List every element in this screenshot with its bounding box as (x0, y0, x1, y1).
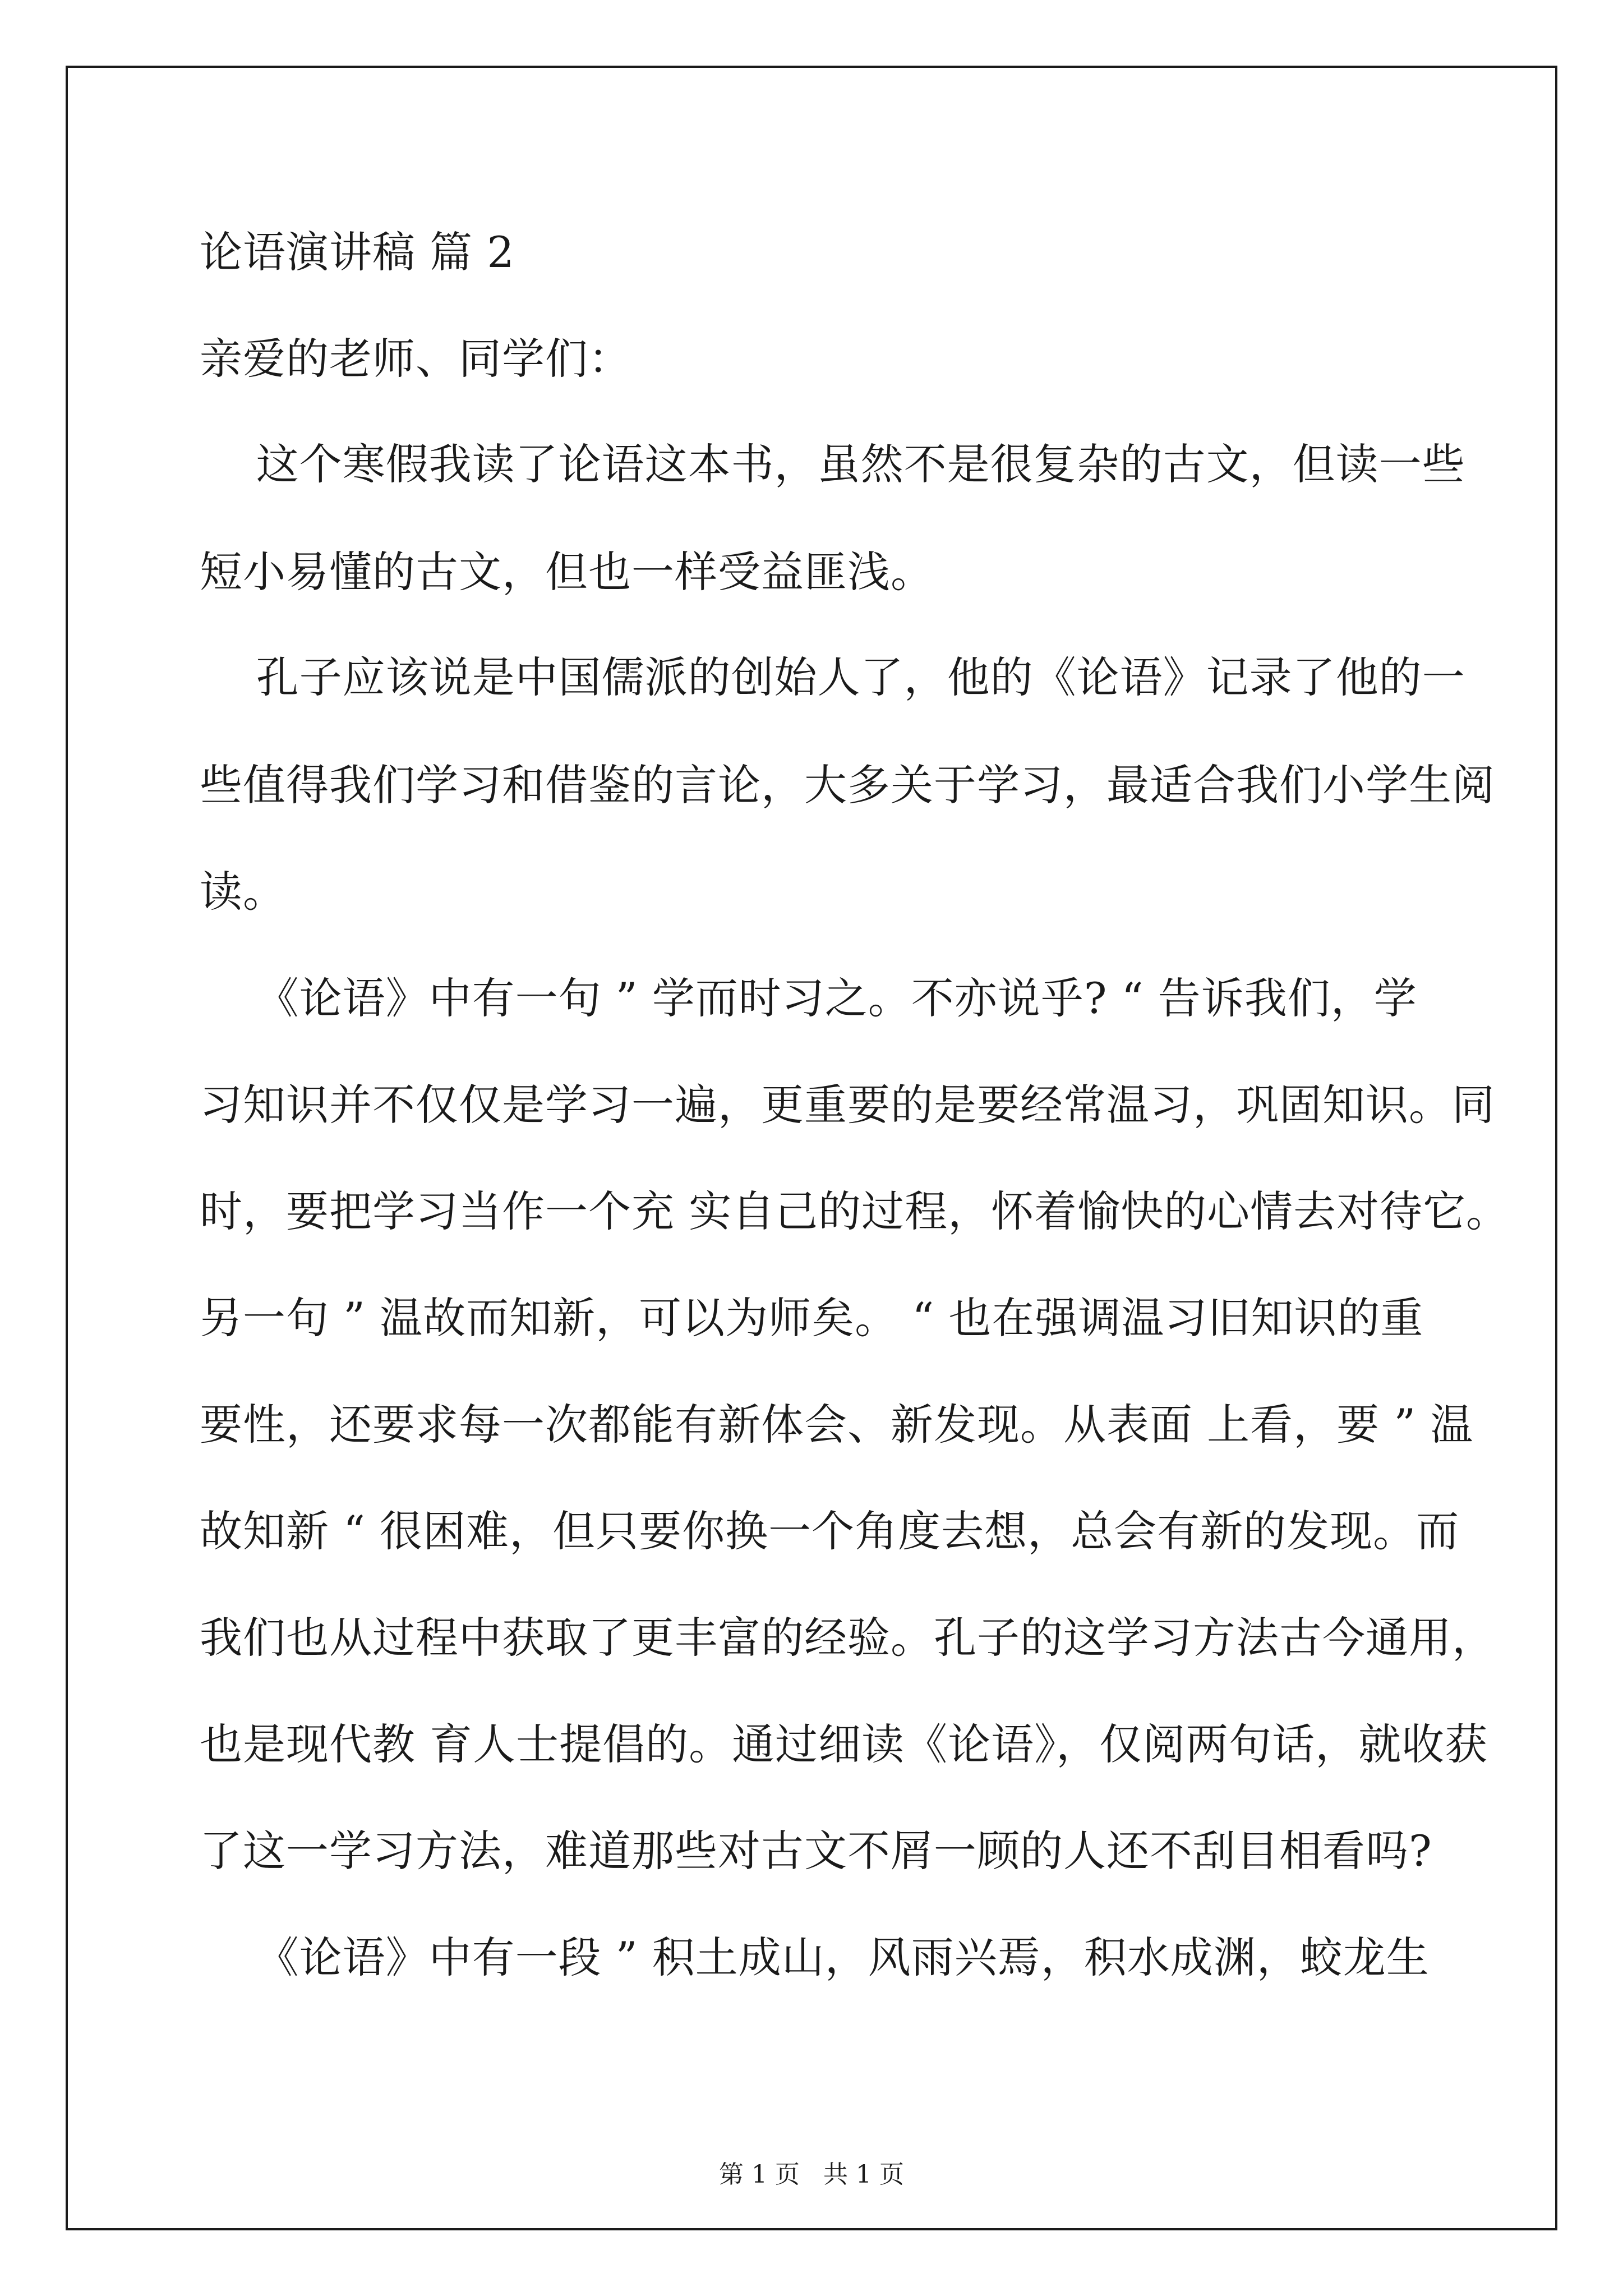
body-line: 了这一学习方法，难道那些对古文不屑一顾的人还不刮目相看吗? (200, 1826, 1432, 1876)
body-line: 另一句 ” 温故而知新，可以为师矣。 “ 也在强调温习旧知识的重 (200, 1293, 1424, 1343)
body-line: 读。 (200, 867, 286, 917)
body-line: 故知新 “ 很困难，但只要你换一个角度去想，总会有新的发现。而 (200, 1506, 1460, 1556)
page-border (66, 66, 1557, 2230)
body-line: 些值得我们学习和借鉴的言论，大多关于学习，最适合我们小学生阅 (200, 760, 1495, 810)
body-line: 时，要把学习当作一个充 实自己的过程，怀着愉快的心情去对待它。 (200, 1186, 1510, 1236)
body-line: 要性，还要求每一次都能有新体会、新发现。从表面 上看，要 ” 温 (200, 1400, 1474, 1450)
body-line: 《论语》中有一段 ” 积土成山，风雨兴焉，积水成渊，蛟龙生 (200, 1932, 1430, 1982)
body-line: 也是现代教 育人士提倡的。通过细读《论语》，仅阅两句话，就收获 (200, 1719, 1488, 1769)
body-line: 这个寒假我读了论语这本书，虽然不是很复杂的古文，但读一些 (200, 439, 1465, 489)
salutation: 亲爱的老师、同学们： (200, 334, 631, 384)
body-line: 《论语》中有一句 ” 学而时习之。不亦说乎? “ 告诉我们，学 (200, 973, 1417, 1023)
page-number: 第 1 页 共 1 页 (719, 2160, 904, 2189)
body-line: 习知识并不仅仅是学习一遍，更重要的是要经常温习，巩固知识。同 (200, 1080, 1495, 1130)
body-line: 短小易懂的古文，但也一样受益匪浅。 (200, 547, 934, 597)
document-title: 论语演讲稿 篇 2 (200, 227, 515, 277)
body-line: 我们也从过程中获取了更丰富的经验。孔子的这学习方法古今通用， (200, 1613, 1495, 1663)
body-line: 孔子应该说是中国儒派的创始人了，他的《论语》记录了他的一 (200, 652, 1465, 702)
